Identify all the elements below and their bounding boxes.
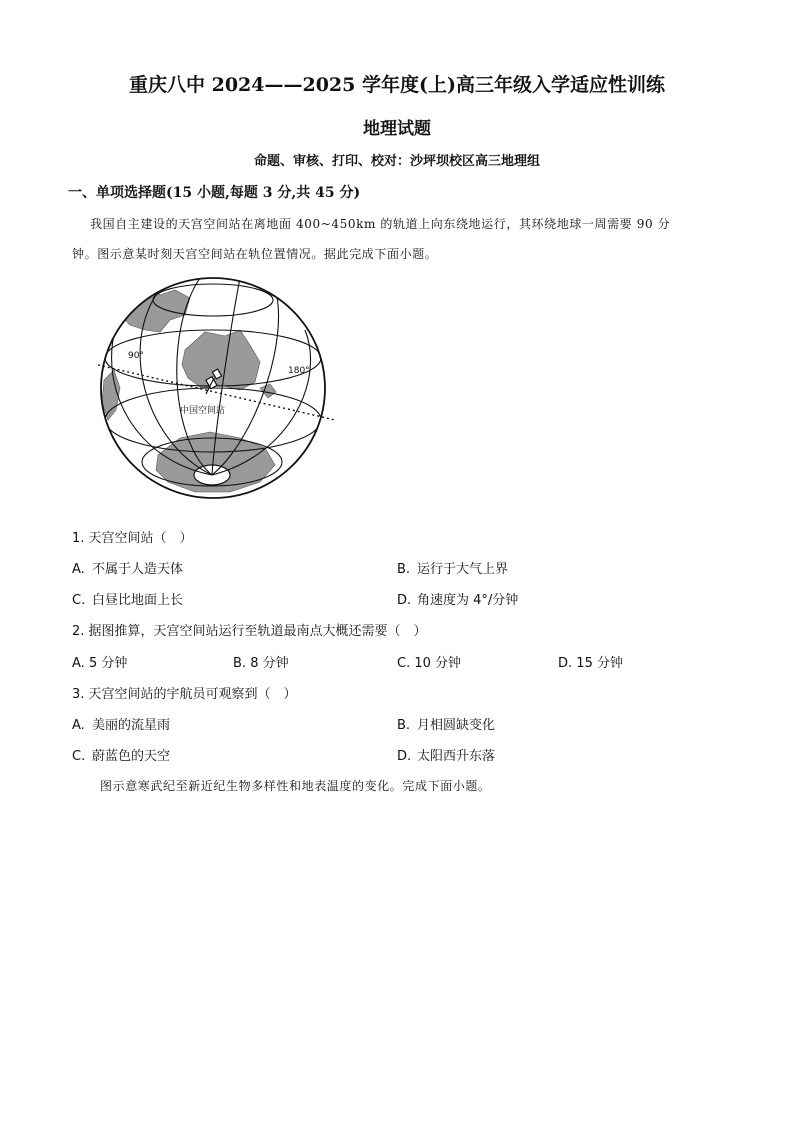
option-text: 8 分钟 bbox=[250, 656, 289, 671]
option-label: B. bbox=[233, 656, 247, 671]
page-subtitle: 地理试题 bbox=[363, 119, 431, 139]
section-heading: 一、单项选择题(15 小题,每题 3 分,共 45 分) bbox=[68, 185, 361, 201]
q2-option-d[interactable] bbox=[558, 652, 623, 671]
option-text: 月相圆缺变化 bbox=[417, 718, 496, 733]
option-label: C. bbox=[72, 593, 86, 608]
passage-line-2: 钟。图示意某时刻天宫空间站在轨位置情况。据此完成下面小题。 bbox=[72, 247, 438, 261]
q3-option-b[interactable] bbox=[397, 714, 495, 733]
globe-figure bbox=[90, 270, 350, 515]
option-label: D. bbox=[558, 656, 573, 671]
option-text: 10 分钟 bbox=[414, 656, 462, 671]
option-text: 15 分钟 bbox=[576, 656, 623, 671]
option-label: C. bbox=[397, 656, 411, 671]
passage-2: 图示意寒武纪至新近纪生物多样性和地表温度的变化。完成下面小题。 bbox=[100, 779, 491, 793]
q1-option-b[interactable] bbox=[397, 558, 508, 577]
option-text: 太阳西升东落 bbox=[417, 749, 496, 764]
option-label: A. bbox=[72, 562, 85, 577]
option-text: 白昼比地面上长 bbox=[92, 593, 184, 608]
option-label: B. bbox=[397, 562, 411, 577]
option-label: A. bbox=[72, 718, 85, 733]
option-text: 蔚蓝色的天空 bbox=[92, 749, 171, 764]
option-text: 美丽的流星雨 bbox=[92, 718, 171, 733]
q3-option-c[interactable] bbox=[72, 745, 170, 764]
label-90: 90° bbox=[128, 351, 144, 361]
credit-line: 命题、审核、打印、校对：沙坪坝校区高三地理组 bbox=[253, 154, 540, 169]
question-3-stem: 3. 天宫空间站的宇航员可观察到（ ） bbox=[72, 687, 297, 702]
station-label: 中国空间站 bbox=[180, 406, 226, 416]
passage-line-1: 我国自主建设的天宫空间站在离地面 400~450km 的轨道上向东绕地运行，其环绕地球一周需要 90 分 bbox=[90, 217, 671, 231]
q1-option-d[interactable] bbox=[397, 589, 518, 608]
option-text: 运行于大气上界 bbox=[417, 562, 509, 577]
option-label: B. bbox=[397, 718, 411, 733]
page-title: 重庆八中 2024——2025 学年度(上)高三年级入学适应性训练 bbox=[129, 74, 665, 96]
label-180: 180° bbox=[288, 366, 310, 376]
option-text: 不属于人造天体 bbox=[92, 562, 184, 577]
q1-option-c[interactable] bbox=[72, 589, 183, 608]
q1-option-a[interactable] bbox=[72, 558, 183, 577]
q3-option-d[interactable] bbox=[397, 745, 495, 764]
question-1-stem: 1. 天宫空间站（ ） bbox=[72, 531, 193, 546]
option-label: C. bbox=[72, 749, 86, 764]
option-label: D. bbox=[397, 593, 412, 608]
option-label: A. bbox=[72, 656, 85, 671]
option-text: 5 分钟 bbox=[88, 656, 128, 671]
q2-option-b[interactable] bbox=[233, 652, 289, 671]
question-2-stem: 2. 据图推算，天宫空间站运行至轨道最南点大概还需要（ ） bbox=[72, 624, 427, 639]
q3-option-a[interactable] bbox=[72, 714, 170, 733]
q2-option-a[interactable] bbox=[72, 652, 127, 671]
option-text: 角速度为 4°/分钟 bbox=[417, 593, 519, 608]
q2-option-c[interactable] bbox=[397, 652, 461, 671]
option-label: D. bbox=[397, 749, 412, 764]
